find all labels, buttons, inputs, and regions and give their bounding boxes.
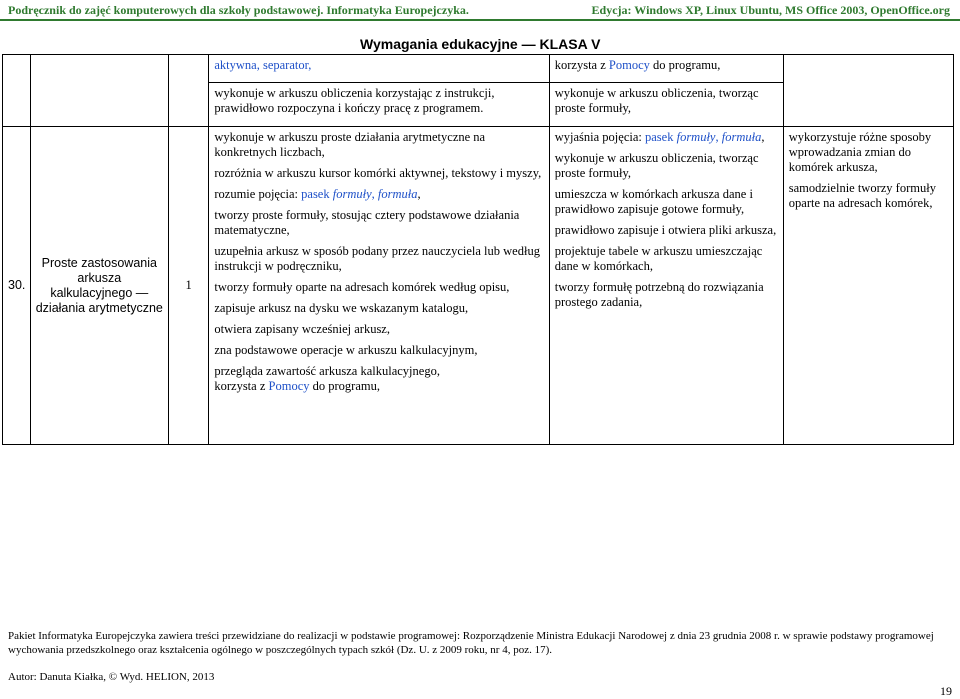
footer-note: Pakiet Informatyka Europejczyka zawiera treści przewidziane do realizacji w podstawie programowej: Rozporządzenie Ministra Edukacji Narodowej z dnia 23 grudnia 2008 r. w sprawie podstawy programowej wychowania przedszkolnego oraz kształcenia ogólnego w poszczególnych typach szkół (Dz. U. z 2009 roku, nr 4, poz. 17). bbox=[8, 630, 934, 656]
ext-text: wykonuje w arkuszu obliczenia, tworząc proste formuły, bbox=[554, 86, 759, 115]
lesson-number: 30. bbox=[3, 127, 31, 445]
basic-requirements bbox=[209, 127, 549, 445]
list-item: wykonuje w arkuszu obliczenia, tworząc proste formuły, bbox=[554, 151, 759, 180]
list-item: przegląda zawartość arkusza kalkulacyjnego, bbox=[214, 364, 440, 378]
list-item: uzupełnia arkusz w sposób podany przez nauczyciela lub według instrukcji w podręczniku, bbox=[214, 244, 540, 273]
list-item: tworzy formuły oparte na adresach komórek według opisu, bbox=[214, 280, 510, 294]
list-item: rozróżnia w arkuszu kursor komórki aktywnej, tekstowy i myszy, bbox=[214, 166, 542, 180]
list-item: wyjaśnia pojęcia: pasek formuły, formuła, bbox=[554, 130, 765, 144]
list-item: zapisuje arkusz na dysku we wskazanym katalogu, bbox=[214, 301, 469, 315]
list-item: wykonuje w arkuszu proste działania arytmetyczne na konkretnych liczbach, bbox=[214, 130, 486, 159]
list-item: rozumie pojęcia: pasek formuły, formuła, bbox=[214, 187, 421, 201]
basic-cell bbox=[209, 55, 549, 83]
list-item: samodzielnie tworzy formuły oparte na adresach komórek, bbox=[788, 181, 936, 210]
basic-text: aktywna, separator, bbox=[214, 58, 312, 72]
lesson-hours: 1 bbox=[168, 127, 208, 445]
list-item: zna podstawowe operacje w arkuszu kalkulacyjnym, bbox=[214, 343, 478, 357]
list-item: tworzy proste formuły, stosując cztery podstawowe działania matematyczne, bbox=[214, 208, 520, 237]
list-item: umieszcza w komórkach arkusza dane i prawidłowo zapisuje gotowe formuły, bbox=[554, 187, 753, 216]
list-item: tworzy formułę potrzebną do rozwiązania prostego zadania, bbox=[554, 280, 764, 309]
ext-cell bbox=[549, 83, 783, 127]
requirements-table bbox=[2, 54, 954, 445]
ext-text: korzysta z Pomocy do programu, bbox=[554, 58, 721, 72]
table-row bbox=[3, 127, 954, 445]
basic-cell bbox=[209, 83, 549, 127]
header-edition: Edycja: Windows XP, Linux Ubuntu, MS Office 2003, OpenOffice.org bbox=[591, 3, 950, 17]
list-item: prawidłowo zapisuje i otwiera pliki arkusza, bbox=[554, 223, 777, 237]
extended-requirements bbox=[549, 127, 783, 445]
page-header bbox=[0, 0, 960, 18]
page-title: Wymagania edukacyjne — KLASA V bbox=[360, 36, 601, 52]
list-item: korzysta z Pomocy do programu, bbox=[214, 379, 380, 393]
header-divider bbox=[0, 19, 960, 21]
footer-author: Autor: Danuta Kiałka, © Wyd. HELION, 2013 bbox=[8, 671, 215, 683]
lesson-topic: Proste zastosowania arkusza kalkulacyjnego — działania arytmetyczne bbox=[30, 127, 168, 445]
header-book-title: Podręcznik do zajęć komputerowych dla szkoły podstawowej. Informatyka Europejczyka. bbox=[8, 3, 469, 17]
ext-cell bbox=[549, 55, 783, 83]
page-number: 19 bbox=[940, 684, 952, 698]
table-row bbox=[3, 55, 954, 83]
list-item: projektuje tabele w arkuszu umieszczając dane w komórkach, bbox=[554, 244, 763, 273]
list-item: otwiera zapisany wcześniej arkusz, bbox=[214, 322, 390, 336]
basic-text: wykonuje w arkuszu obliczenia korzystając z instrukcji, prawidłowo rozpoczyna i kończy pracę z programem. bbox=[214, 86, 495, 115]
advanced-requirements bbox=[783, 127, 953, 445]
list-item: wykorzystuje różne sposoby wprowadzania zmian do komórek arkusza, bbox=[788, 130, 932, 174]
